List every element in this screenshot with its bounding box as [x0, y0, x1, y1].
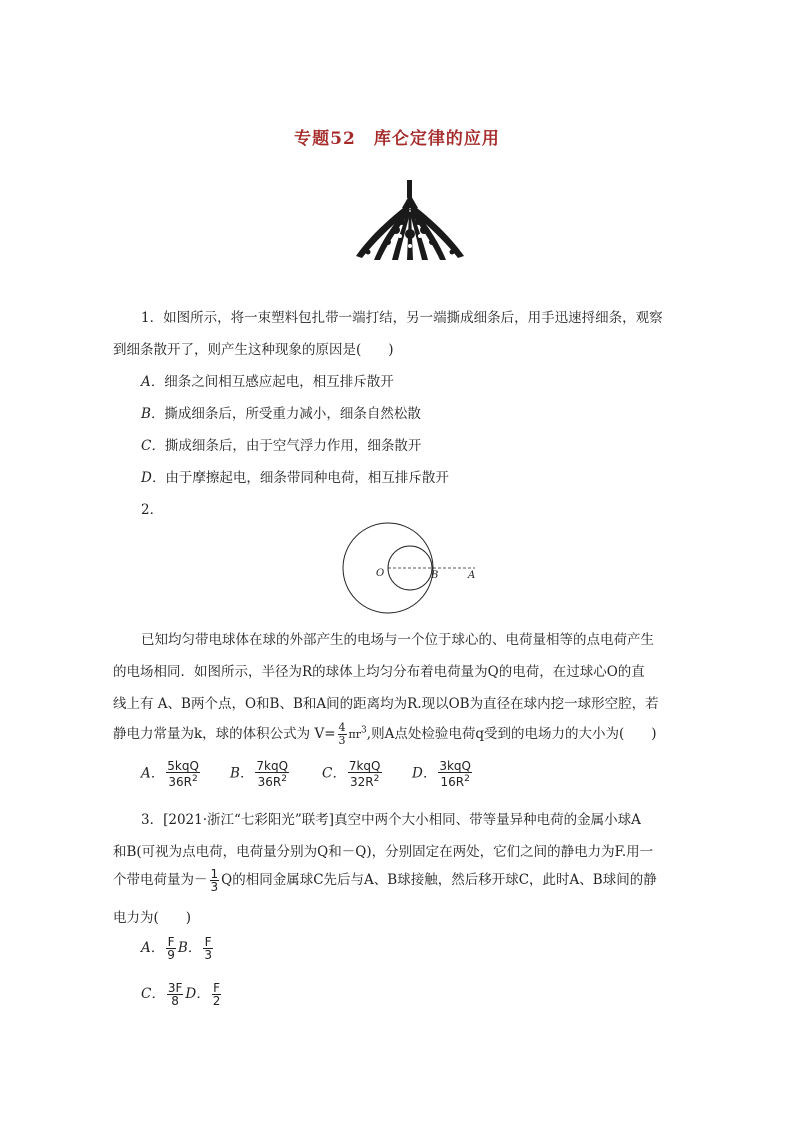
q2-option-a-num: 5kqQ	[167, 759, 199, 773]
q1-option-a-label: A．	[141, 374, 165, 390]
q1-option-b-text: 撕成细条后，所受重力减小，细条自然松散	[164, 406, 421, 422]
q2-option-c-label: C．	[322, 765, 346, 782]
label-a: A	[468, 570, 476, 581]
q3-options-row2	[141, 982, 223, 1007]
q1-option-b	[141, 402, 421, 422]
q2-option-a-den: 36R	[168, 775, 193, 789]
q3-line3-pre: 个带电荷量为－	[113, 872, 208, 888]
q3-option-c-num: 3F	[167, 981, 183, 995]
q2-option-c	[322, 760, 384, 788]
q2-option-c-exp: 2	[373, 774, 380, 784]
volume-fraction	[338, 722, 347, 747]
q3-option-b-label: B．	[177, 940, 202, 956]
q1-option-a-text: 细条之间相互感应起电，相互排斥散开	[164, 374, 394, 390]
q1-option-d	[141, 466, 449, 486]
q2-option-d-label: D．	[412, 765, 437, 782]
q1-stem-line1: 1．如图所示，将一束塑料包扎带一端打结，另一端撕成细条后，用手迅速捋细条，观察	[141, 310, 663, 326]
q1-option-c-label: C．	[141, 438, 165, 454]
q2-option-b-label: B．	[230, 765, 254, 782]
q2-line3: 线上有 A、B两个点，O和B、B和A间的距离均为R.现以OB为直径在球内挖一球形空腔，若	[113, 696, 659, 712]
q3-line3	[113, 868, 657, 893]
q2-option-b	[230, 760, 291, 788]
q2-option-d	[412, 760, 474, 788]
plastic-strips-figure	[350, 178, 470, 262]
q3-option-d-den: 2	[212, 994, 221, 1008]
q2-option-c-num: 7kqQ	[348, 759, 381, 773]
q2-option-a-label: A．	[141, 765, 165, 782]
q3-line2: 和B(可视为点电荷，电荷量分别为Q和－Q)，分别固定在两处，它们之间的静电力为F.用一	[113, 844, 654, 860]
q3-option-c-label: C．	[141, 986, 165, 1002]
q1-option-d-text: 由于摩擦起电，细条带同种电荷，相互排斥散开	[165, 470, 449, 486]
q3-option-a-den: 9	[167, 948, 175, 962]
q3-option-b-num: F	[204, 935, 212, 949]
q1-option-c	[141, 434, 421, 454]
q3-option-b-fraction	[203, 936, 213, 961]
q3-option-c-den: 8	[171, 994, 179, 1008]
q2-line1: 已知均匀带电球体在球的外部产生的电场与一个位于球心的、电荷量相等的点电荷产生	[141, 632, 654, 648]
q1-stem-line2: 到细条散开了，则产生这种现象的原因是( )	[113, 342, 394, 358]
q1-option-c-text: 撕成细条后，由于空气浮力作用，细条散开	[164, 438, 422, 454]
q3-option-a-num: F	[167, 935, 175, 949]
charge-fraction	[210, 868, 220, 893]
q3-option-a-fraction	[166, 936, 176, 961]
sphere-cavity-figure	[340, 520, 490, 616]
q2-line4-post: ,则A点处检验电荷q受到的电场力的大小为( )	[366, 726, 657, 742]
q1-option-b-label: B．	[141, 406, 165, 422]
volume-fraction-num: 4	[338, 721, 346, 734]
q3-option-b-den: 3	[204, 948, 212, 962]
q3-line3-post: Q的相同金属球C先后与A、B球接触，然后移开球C，此时A、B球间的静	[221, 872, 657, 888]
q2-option-d-den: 16R	[440, 775, 465, 789]
q3-option-d-num: F	[213, 981, 220, 995]
q2-line4-pre: 静电力常量为k，球的体积公式为 V=	[113, 726, 336, 742]
q2-option-b-fraction	[255, 760, 289, 788]
q1-option-d-label: D．	[141, 470, 166, 486]
volume-tail: πr	[348, 728, 362, 741]
q3-line4: 电力为( )	[113, 910, 192, 926]
q2-option-c-den: 32R	[350, 775, 374, 789]
q1-option-a	[141, 370, 394, 390]
q2-line2: 的电场相同．如图所示，半径为R的球体上均匀分布着电荷量为Q的电荷，在过球心O的直	[113, 664, 645, 680]
page-title: 专题52 库仑定律的应用	[294, 129, 500, 149]
q3-option-d-fraction	[212, 982, 222, 1007]
q2-option-b-exp: 2	[281, 774, 287, 784]
volume-fraction-den: 3	[338, 734, 346, 747]
charge-fraction-num: 1	[210, 867, 219, 881]
charge-fraction-den: 3	[210, 880, 219, 894]
q3-line1: 3．[2021·浙江“七彩阳光”联考]真空中两个大小相同、带等量异种电荷的金属小球A	[141, 812, 641, 828]
label-b: B	[431, 570, 439, 581]
q2-number: 2．	[141, 502, 164, 518]
q2-line4	[113, 722, 657, 747]
q2-option-c-fraction	[348, 760, 382, 788]
q2-option-a-exp: 2	[192, 774, 198, 784]
q2-option-d-fraction	[438, 760, 472, 788]
q3-options-row1	[141, 936, 215, 961]
volume-exp: 3	[361, 725, 367, 736]
q2-option-a	[141, 760, 202, 788]
q2-option-a-fraction	[166, 760, 200, 788]
q2-option-d-num: 3kqQ	[439, 759, 471, 773]
q3-option-c-fraction	[167, 982, 184, 1007]
q2-option-b-den: 36R	[257, 775, 282, 789]
q3-option-a-label: A．	[141, 940, 165, 956]
label-o: O	[376, 568, 385, 579]
q2-option-d-exp: 2	[464, 774, 470, 784]
q2-option-b-num: 7kqQ	[256, 759, 289, 773]
q3-option-d-label: D．	[185, 986, 210, 1002]
